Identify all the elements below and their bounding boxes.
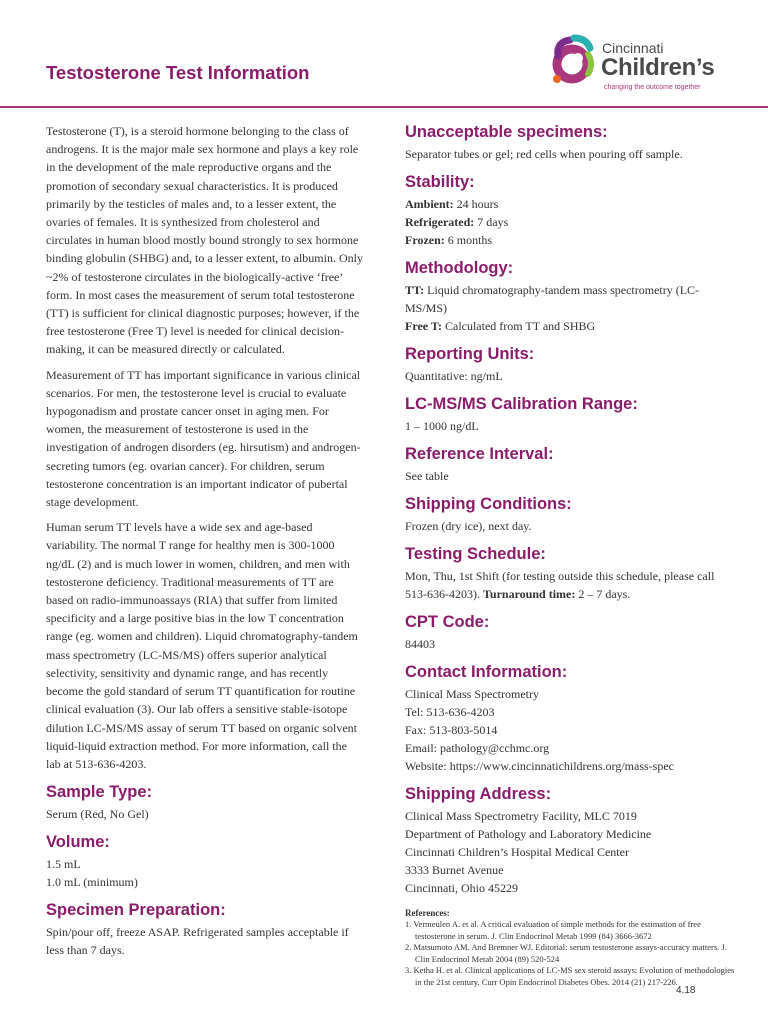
address-line-4: 3333 Burnet Avenue bbox=[405, 863, 504, 877]
methodology-free-t bbox=[405, 317, 735, 335]
header-divider bbox=[0, 106, 768, 108]
refrigerated-value: 7 days bbox=[474, 215, 509, 229]
references bbox=[405, 907, 735, 988]
calibration-range-heading: LC-MS/MS Calibration Range: bbox=[405, 395, 638, 413]
sample-type-value: Serum (Red, No Gel) bbox=[46, 807, 149, 822]
unacceptable-heading: Unacceptable specimens: bbox=[405, 123, 608, 141]
ambient-value: 24 hours bbox=[453, 197, 499, 211]
page-title: Testosterone Test Information bbox=[46, 62, 310, 83]
address-line-3: Cincinnati Children’s Hospital Medical Center bbox=[405, 845, 629, 859]
methodology-heading: Methodology: bbox=[405, 259, 514, 277]
address-line-1: Clinical Mass Spectrometry Facility, MLC 7019 bbox=[405, 809, 637, 823]
contact-website: Website: https://www.cincinnatichildrens.org/mass-spec bbox=[405, 759, 674, 773]
stability-heading: Stability: bbox=[405, 173, 475, 191]
methodology-tt bbox=[405, 281, 735, 317]
volume-line-2: 1.0 mL (minimum) bbox=[46, 875, 138, 890]
frozen-label: Frozen: bbox=[405, 233, 445, 247]
stability-ambient bbox=[405, 195, 735, 213]
logo-tagline: changing the outcome together bbox=[604, 84, 701, 91]
cpt-code-value: 84403 bbox=[405, 637, 435, 651]
free-t-value: Calculated from TT and SHBG bbox=[441, 319, 596, 333]
address-line-5: Cincinnati, Ohio 45229 bbox=[405, 881, 518, 895]
address-line-2: Department of Pathology and Laboratory Medicine bbox=[405, 827, 652, 841]
testing-schedule-heading: Testing Schedule: bbox=[405, 545, 546, 563]
reference-item: 3. Ketha H. et al. Clinical applications of LC-MS sex steroid assays: Evolution of methodologies in the 21st century. Curr Opin Endocrinol Diabetes Obes. 2014 (21) 217-226. bbox=[405, 965, 735, 987]
testing-schedule-text bbox=[405, 567, 735, 603]
references-title: References: bbox=[405, 908, 450, 918]
refrigerated-label: Refrigerated: bbox=[405, 215, 475, 229]
left-column bbox=[46, 122, 364, 959]
volume-line-1: 1.5 mL bbox=[46, 857, 81, 872]
stability-refrigerated bbox=[405, 213, 735, 231]
contact-email: Email: pathology@cchmc.org bbox=[405, 741, 550, 755]
specimen-prep-text: Spin/pour off, freeze ASAP. Refrigerated samples acceptable if less than 7 days. bbox=[46, 925, 349, 958]
reference-interval-heading: Reference Interval: bbox=[405, 445, 554, 463]
reporting-units-text: Quantitative: ng/mL bbox=[405, 369, 503, 383]
volume-heading: Volume: bbox=[46, 833, 110, 852]
specimen-prep-heading: Specimen Preparation: bbox=[46, 901, 226, 920]
reference-interval-text: See table bbox=[405, 469, 449, 483]
methods-paragraph: Human serum TT levels have a wide sex and age-based variability. The normal T range for healthy men is 300-1000 ng/dL (2) and is much lower in women, children, and men with testosterone deficiency. Traditional measurements of TT are based on radio-immunoassays (RIA) that suffer from limited specificity and a large positive bias in the low T concentration range (eg. women and children). Liquid chromatography-tandem mass spectrometry (LC-MS/MS) offers superior analytical selectivity, sensitivity and dynamic range, and has recently become the gold standard of serum TT quantification for routine clinical evaluation (3). Our lab offers a sensitive stable-isotope dilution LC-MS/MS assay of serum TT based on organic solvent liquid-liquid extraction method. For more information, call the lab at 513-636-4203. bbox=[46, 520, 358, 771]
reference-item: 2. Matsumoto AM. And Bremner WJ. Editorial: serum testosterone assays-accuracy matters. J. Clin Endocrinol Metab 2004 (89) 520-524 bbox=[405, 942, 727, 964]
shipping-conditions-heading: Shipping Conditions: bbox=[405, 495, 572, 513]
schedule-text: Mon, Thu, 1st Shift (for testing outside this schedule, please call 513-636-4203). bbox=[405, 569, 715, 601]
logo-line-2: Children’s bbox=[601, 54, 715, 81]
contact-dept: Clinical Mass Spectrometry bbox=[405, 687, 539, 701]
reporting-units-heading: Reporting Units: bbox=[405, 345, 535, 363]
shipping-conditions-text: Frozen (dry ice), next day. bbox=[405, 519, 532, 533]
free-t-label: Free T: bbox=[405, 319, 442, 333]
contact-tel: Tel: 513-636-4203 bbox=[405, 705, 495, 719]
tt-label: TT: bbox=[405, 283, 425, 297]
sample-type-heading: Sample Type: bbox=[46, 783, 153, 802]
ambient-label: Ambient: bbox=[405, 197, 454, 211]
logo-mark-icon bbox=[548, 34, 600, 96]
significance-paragraph: Measurement of TT has important significance in various clinical scenarios. For men, the testosterone level is crucial to evaluate hypogonadism and prostate cancer onset in aging men. For women, the measurement of testosterone is used in the investigation of androgen disorders (eg. hirsutism) and androgen-secreting tumors (eg. ovarian cancer). For children, serum testosterone concentration is an important indicator of pubertal stage development. bbox=[46, 367, 361, 510]
stability-frozen bbox=[405, 231, 735, 249]
turnaround-label: Turnaround time: bbox=[483, 587, 576, 601]
unacceptable-text: Separator tubes or gel; red cells when pouring off sample. bbox=[405, 147, 683, 161]
intro-paragraph: Testosterone (T), is a steroid hormone belonging to the class of androgens. It is the major male sex hormone and plays a key role in the development of the male reproductive organs and the promotion of secondary sexual characteristics. It is produced primarily by the testicles of males and, to a lesser extent, the ovaries of females. It is synthesized from cholesterol and circulates in human blood mostly bound strongly to sex hormone binding globulin (SHBG) and, to a lesser extent, to albumin. Only ~2% of testosterone circulates in the biologically-active ‘free’ form. In most cases the measurement of serum total testosterone (TT) is sufficient for clinical diagnostic purposes; however, if the free testosterone (Free T) level is needed for clinical decision-making, it can be measured directly or calculated. bbox=[46, 124, 363, 357]
right-column bbox=[405, 122, 735, 988]
contact-heading: Contact Information: bbox=[405, 663, 568, 681]
cpt-code-heading: CPT Code: bbox=[405, 613, 490, 631]
tt-value: Liquid chromatography-tandem mass spectrometry (LC-MS/MS) bbox=[405, 283, 700, 315]
cincinnati-childrens-logo bbox=[548, 34, 728, 96]
turnaround-value: 2 – 7 days. bbox=[575, 587, 631, 601]
calibration-range-text: 1 – 1000 ng/dL bbox=[405, 419, 479, 433]
reference-item: 1. Vermeulen A. et al. A critical evaluation of simple methods for the estimation of free testosterone in serum. J. Clin Endocrinol Metab 1999 (84) 3666-3672 bbox=[405, 919, 701, 941]
logo-line-1: Cincinnati bbox=[602, 40, 664, 56]
frozen-value: 6 months bbox=[444, 233, 493, 247]
contact-fax: Fax: 513-803-5014 bbox=[405, 723, 498, 737]
shipping-address-heading: Shipping Address: bbox=[405, 785, 552, 803]
page-number: 4.18 bbox=[676, 985, 696, 996]
